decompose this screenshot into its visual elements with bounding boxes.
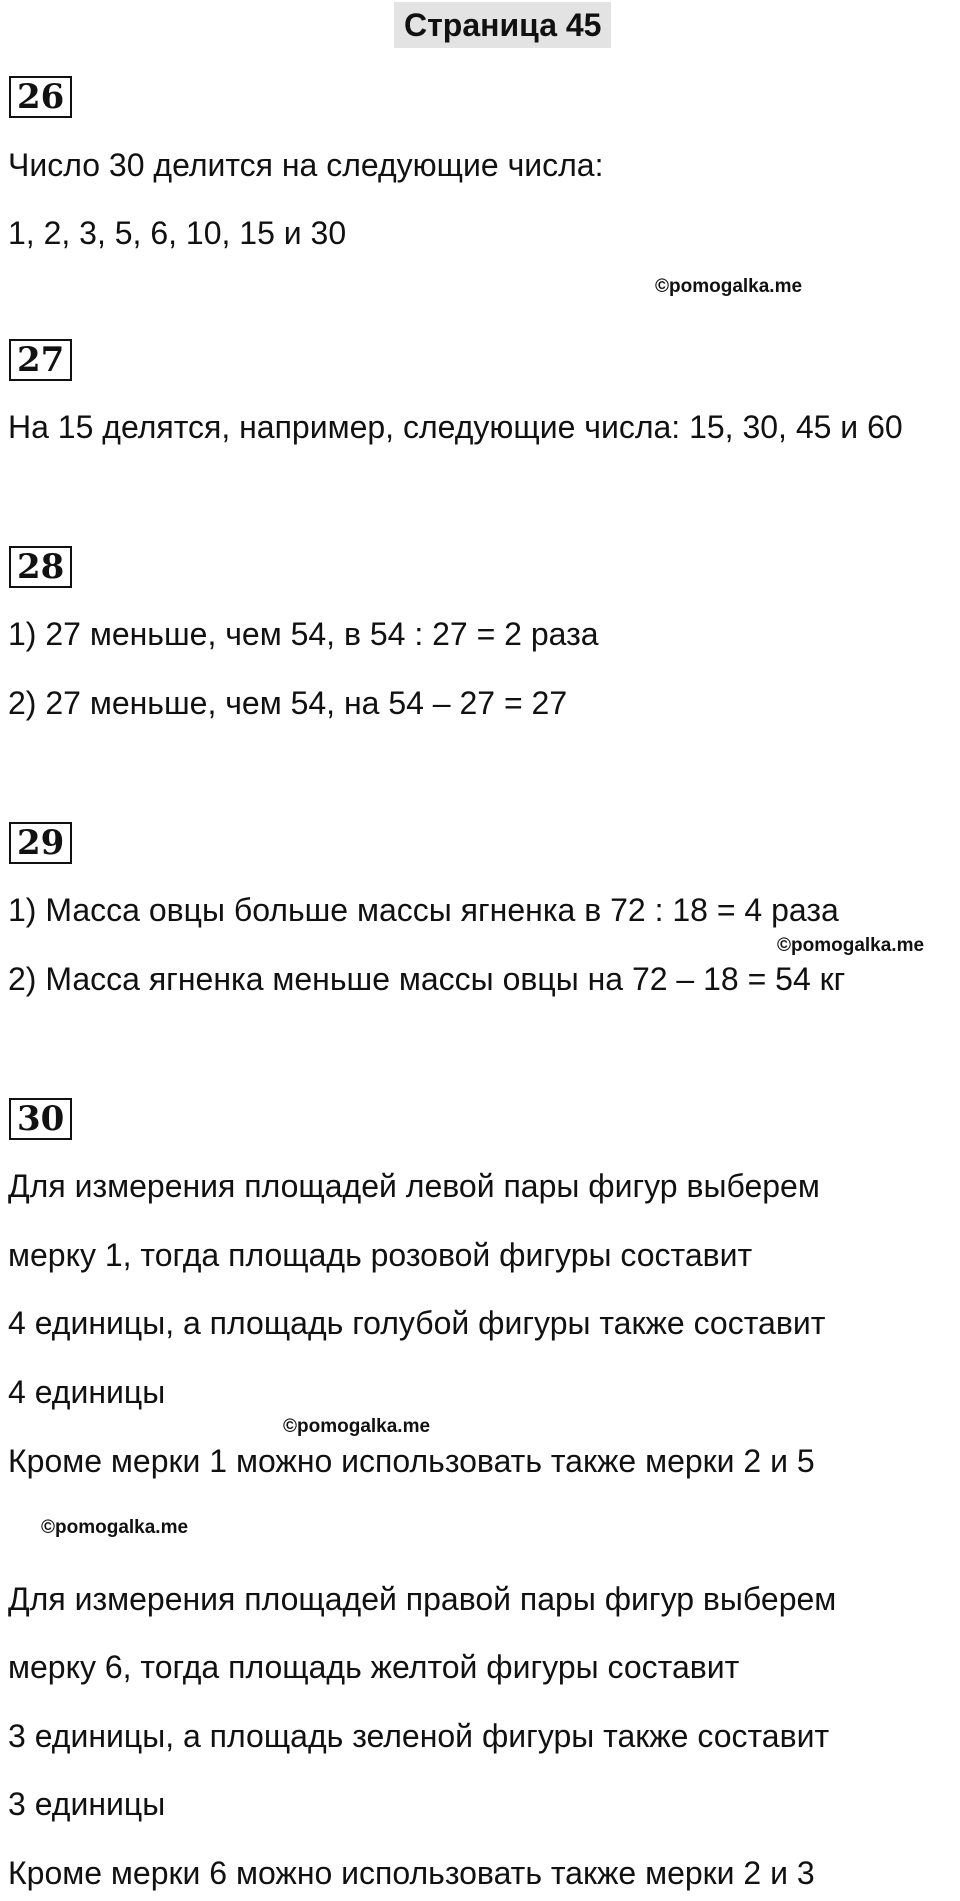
task-number-30: 30 [9, 1098, 72, 1140]
task-29-line-2: 2) Масса ягненка меньше массы овцы на 72 – 18 = 54 кг [8, 961, 846, 997]
task-30-line-2: мерку 1, тогда площадь розовой фигуры составит [8, 1237, 753, 1273]
task-26-line-1: Число 30 делится на следующие числа: [8, 147, 604, 183]
watermark-2: ©pomogalka.me [777, 935, 925, 956]
watermark-3: ©pomogalka.me [283, 1416, 431, 1437]
watermark-4: ©pomogalka.me [41, 1517, 189, 1538]
task-29-line-1: 1) Масса овцы больше массы ягненка в 72 : 18 = 4 раза [8, 892, 839, 928]
task-27-line-1: На 15 делятся, например, следующие числа: 15, 30, 45 и 60 [8, 409, 903, 445]
task-30-line-10: Кроме мерки 6 можно использовать также мерки 2 и 3 [8, 1855, 815, 1891]
task-30-line-5: Кроме мерки 1 можно использовать также мерки 2 и 5 [8, 1443, 815, 1479]
task-26-line-2: 1, 2, 3, 5, 6, 10, 15 и 30 [8, 215, 347, 251]
task-30-line-3: 4 единицы, а площадь голубой фигуры также составит [8, 1305, 826, 1341]
task-number-28: 28 [9, 546, 72, 588]
task-30-line-8: 3 единицы, а площадь зеленой фигуры также составит [8, 1718, 830, 1754]
task-number-26: 26 [9, 76, 72, 118]
task-number-27: 27 [9, 339, 72, 381]
task-28-line-2: 2) 27 меньше, чем 54, на 54 – 27 = 27 [8, 685, 568, 721]
task-number-29: 29 [9, 822, 72, 864]
page-title: Страница 45 [394, 2, 611, 48]
task-28-line-1: 1) 27 меньше, чем 54, в 54 : 27 = 2 раза [8, 616, 599, 652]
task-30-line-6: Для измерения площадей правой пары фигур выберем [8, 1581, 837, 1617]
task-30-line-7: мерку 6, тогда площадь желтой фигуры составит [8, 1649, 740, 1685]
task-30-line-4: 4 единицы [8, 1374, 166, 1410]
watermark-1: ©pomogalka.me [655, 276, 803, 297]
task-30-line-1: Для измерения площадей левой пары фигур выберем [8, 1168, 820, 1204]
task-30-line-9: 3 единицы [8, 1786, 166, 1822]
